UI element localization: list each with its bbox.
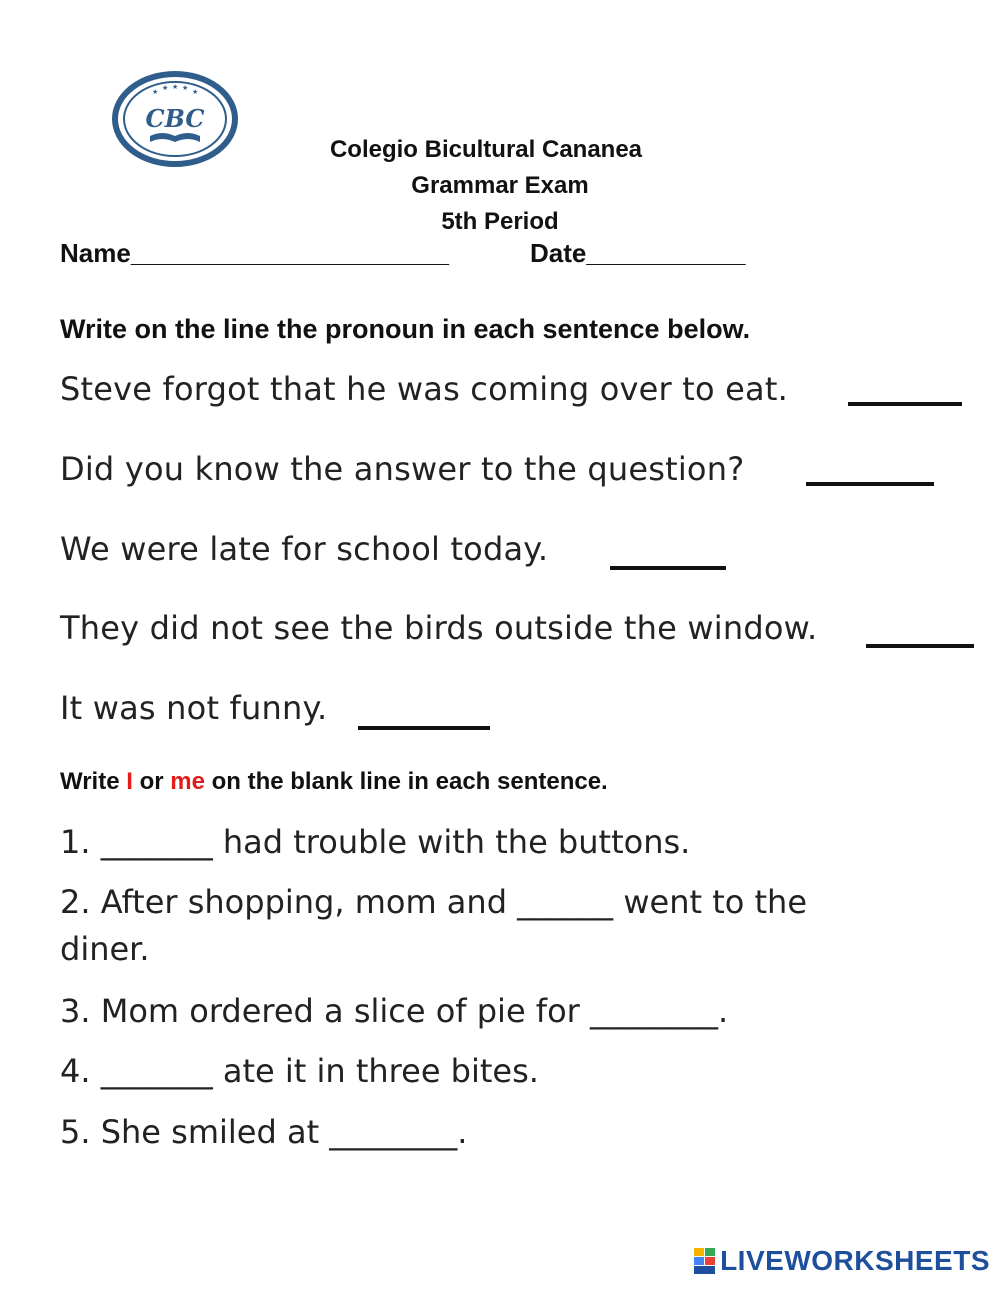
question-2[interactable]: 2. After shopping, mom and ______ went to the xyxy=(60,883,808,921)
section1-instruction: Write on the line the pronoun in each sentence below. xyxy=(60,314,751,344)
question-2-continued: diner. xyxy=(60,930,150,968)
svg-text:★: ★ xyxy=(152,88,159,96)
sentence-2: Did you know the answer to the question? xyxy=(60,450,745,488)
sentence-3: We were late for school today. xyxy=(60,530,549,568)
liveworksheets-logo-icon xyxy=(694,1248,716,1274)
answer-blank-2[interactable] xyxy=(806,482,934,486)
name-field[interactable]: Name______________________ xyxy=(60,238,449,268)
question-5[interactable]: 5. She smiled at ________. xyxy=(60,1113,468,1151)
liveworksheets-text: LIVEWORKSHEETS xyxy=(720,1245,990,1276)
liveworksheets-brand xyxy=(694,1245,990,1277)
answer-blank-5[interactable] xyxy=(358,726,490,730)
word-i: I xyxy=(126,768,133,795)
svg-text:★: ★ xyxy=(192,88,199,96)
svg-text:★: ★ xyxy=(172,83,179,91)
answer-blank-4[interactable] xyxy=(866,644,974,648)
sentence-5: It was not funny. xyxy=(60,689,328,727)
answer-blank-3[interactable] xyxy=(610,566,726,570)
logo-text: CBC xyxy=(145,104,205,133)
date-field[interactable]: Date___________ xyxy=(530,238,746,268)
school-name: Colegio Bicultural Cananea xyxy=(329,136,643,163)
section2-instruction: Write I or me on the blank line in each sentence. xyxy=(60,768,608,795)
sentence-1: Steve forgot that he was coming over to eat. xyxy=(60,370,788,408)
word-me: me xyxy=(170,768,205,795)
question-3[interactable]: 3. Mom ordered a slice of pie for ________. xyxy=(60,992,729,1030)
svg-text:★: ★ xyxy=(182,84,189,92)
question-4[interactable]: 4. _______ ate it in three bites. xyxy=(60,1052,539,1090)
exam-period: 5th Period xyxy=(441,208,559,235)
answer-blank-1[interactable] xyxy=(848,402,962,406)
exam-title: Grammar Exam xyxy=(411,172,589,199)
sentence-4: They did not see the birds outside the window. xyxy=(60,609,818,647)
question-1[interactable]: 1. _______ had trouble with the buttons. xyxy=(60,823,691,861)
svg-text:★: ★ xyxy=(162,84,169,92)
